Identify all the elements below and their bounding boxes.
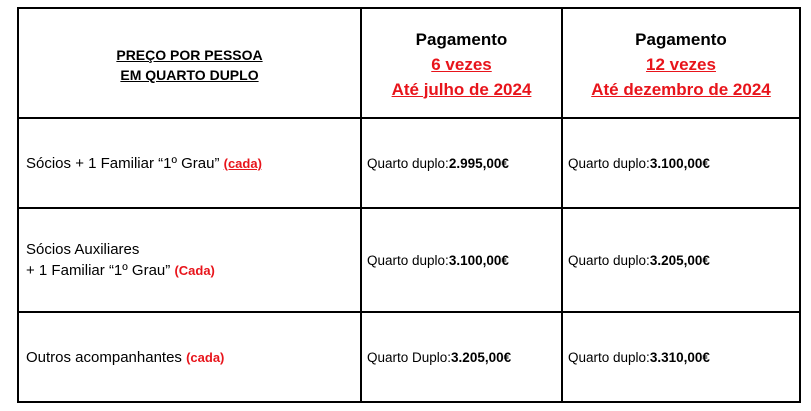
header-price-per-person: [19, 9, 362, 119]
header-payment-12-title: Pagamento: [635, 29, 727, 49]
price-cell: [362, 119, 563, 209]
row-label-socios-auxiliares: [19, 209, 362, 313]
header-payment-6-title: Pagamento: [415, 29, 508, 49]
row-label-socios: [19, 119, 362, 209]
price-label: Quarto duplo:: [568, 349, 650, 365]
price-amount: 3.100,00€: [448, 252, 509, 268]
price-label: Quarto Duplo:: [367, 349, 452, 365]
price-label: Quarto duplo:: [568, 252, 650, 268]
header-left-line1: PREÇO POR PESSOA: [116, 47, 263, 63]
price-label: Quarto duplo:: [367, 252, 449, 268]
row-label-outros: [19, 313, 362, 401]
price-label: Quarto duplo:: [568, 155, 650, 171]
price-amount: 3.100,00€: [649, 155, 710, 171]
header-payment-6: [362, 9, 563, 119]
header-payment-12-installments: 12 vezes: [646, 54, 716, 74]
header-payment-12-deadline: Até dezembro de 2024: [591, 79, 771, 99]
row-note: (cada): [186, 349, 225, 365]
header-payment-6-installments: 6 vezes: [431, 54, 492, 74]
row-label-line: [26, 347, 224, 368]
header-payment-12: [563, 9, 799, 119]
price-amount: 3.310,00€: [649, 349, 710, 365]
price-cell: [563, 209, 799, 313]
price-cell: [362, 209, 563, 313]
price-amount: 3.205,00€: [451, 349, 512, 365]
price-table: [17, 7, 801, 403]
header-left-line2: EM QUARTO DUPLO: [120, 67, 259, 83]
price-amount: 3.205,00€: [649, 252, 710, 268]
price-label: Quarto duplo:: [367, 155, 449, 171]
row-note: (cada): [223, 155, 262, 171]
price-cell: [563, 119, 799, 209]
header-payment-6-deadline: Até julho de 2024: [391, 79, 532, 99]
price-amount: 2.995,00€: [448, 155, 509, 171]
row-label-text: Sócios Auxiliares: [26, 241, 140, 258]
row-label-line: [26, 153, 262, 174]
row-label-text: + 1 Familiar “1º Grau”: [26, 262, 175, 279]
price-cell: [362, 313, 563, 401]
row-label-text: Outros acompanhantes: [26, 348, 187, 366]
row-note: (Cada): [174, 263, 215, 278]
row-label-line: [26, 260, 215, 281]
row-label-text: Sócios + 1 Familiar “1º Grau”: [26, 154, 224, 172]
price-cell: [563, 313, 799, 401]
